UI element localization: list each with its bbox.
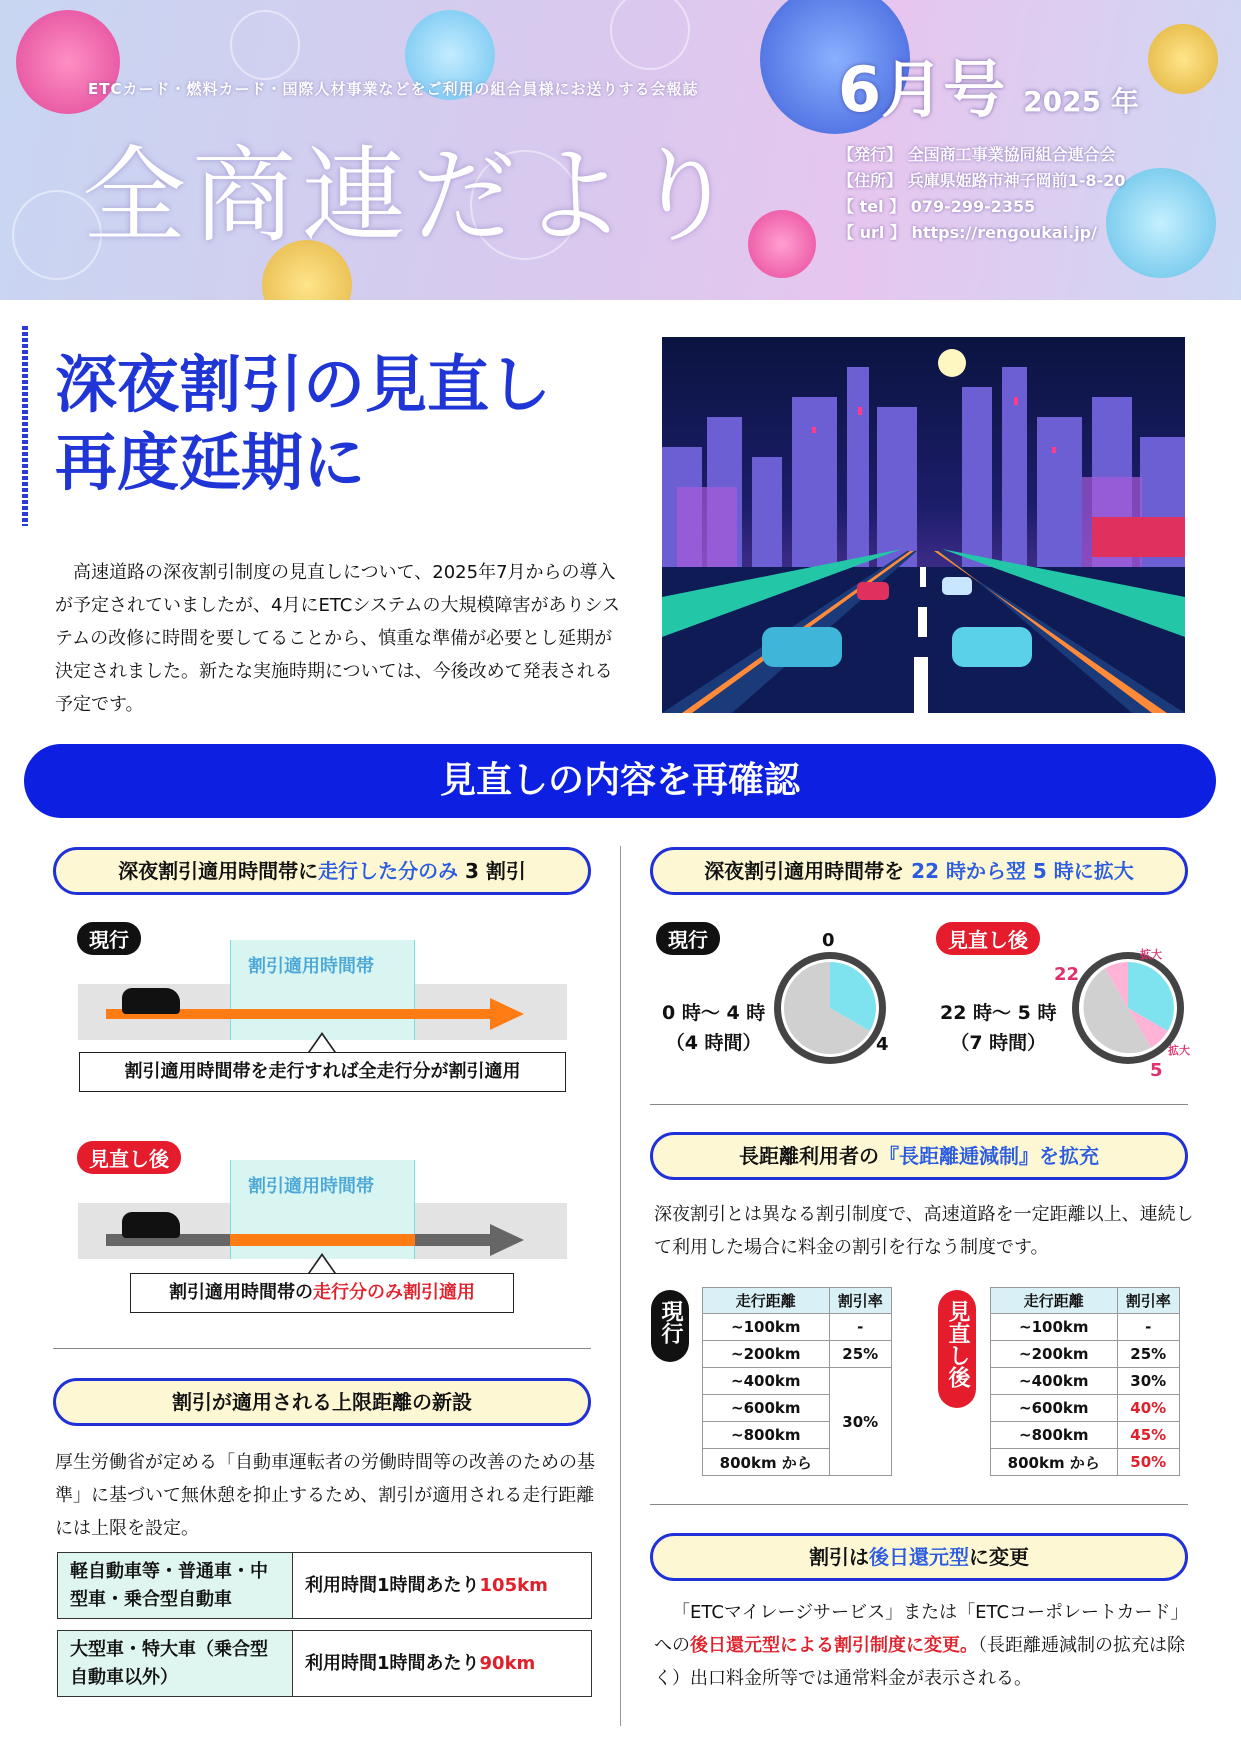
vehicle-class: 大型車・特大車（乗合型自動車以外） (58, 1631, 293, 1697)
distance-cell: ~400km (703, 1368, 830, 1395)
hours-range: 0 時〜 4 時 (662, 1002, 766, 1024)
section-title-discount-scope (53, 847, 591, 895)
after-badge: 見直し後 (936, 922, 1040, 955)
row-spacer (58, 1619, 592, 1631)
pill-highlight: 走行した分のみ (318, 859, 459, 883)
section-banner: 見直しの内容を再確認 (24, 744, 1216, 818)
body-text: 「ETCマイレージサービス」または「ETCコーポレートカード」への (654, 1602, 1189, 1656)
callout-current: 割引適用時間帯を走行すれば全走行分が割引適用 (79, 1052, 566, 1092)
headline-line-2: 再度延期に (55, 426, 366, 499)
after-vertical-badge (938, 1290, 976, 1408)
section-rule (650, 1504, 1188, 1505)
hours-range: 22 時〜 5 時 (940, 1002, 1057, 1024)
long-distance-body: 深夜割引とは異なる割引制度で、高速道路を一定距離以上、連続して利用した場合に料金の割引を行なう制度です。 (654, 1204, 1194, 1258)
pill-highlight: 『長距離逓減制』 (879, 1144, 1039, 1168)
pill-highlight: 後日還元型 (869, 1545, 969, 1569)
after-badge: 見直し後 (77, 1141, 181, 1174)
callout-after (130, 1273, 514, 1313)
callout-text: 割引適用時間帯の (169, 1282, 313, 1303)
newsletter-logo: 全商連だより (82, 135, 743, 257)
distance-cell: 800km から (703, 1449, 830, 1476)
car-icon (122, 988, 180, 1014)
distance-cell: ~200km (703, 1341, 830, 1368)
table-row (991, 1449, 1180, 1476)
table-row (991, 1314, 1180, 1341)
table-row (703, 1314, 892, 1341)
rate-cell: 25% (829, 1341, 892, 1368)
expand-tag: 拡大 (1140, 948, 1162, 961)
clock-label-top: 0 (822, 930, 835, 951)
column-header: 割引率 (1117, 1288, 1180, 1314)
distance-cell: ~200km (991, 1341, 1118, 1368)
body-text-end: （長距離逓減制の拡充は除く）出口料金所等では通常料金が表示される。 (654, 1635, 1185, 1689)
table-header-row (991, 1288, 1180, 1314)
arrow-head (490, 998, 524, 1030)
issue-month: 6月号 (838, 53, 1006, 126)
clock-label-end: 5 (1150, 1060, 1163, 1081)
distance-cell: ~800km (703, 1422, 830, 1449)
section-rule (650, 1104, 1188, 1105)
pill-highlight: 22 時から翌 5 時に拡大 (904, 859, 1134, 883)
rate-table-current (702, 1287, 892, 1476)
arrow-head (490, 1224, 524, 1256)
column-divider (620, 846, 621, 1726)
distance-cell: ~400km (991, 1368, 1118, 1395)
pill-text-end: に変更 (969, 1545, 1029, 1569)
section-title-time-window (650, 847, 1188, 895)
limit-cell (293, 1631, 592, 1697)
table-row (991, 1395, 1180, 1422)
distance-cell: 800km から (991, 1449, 1118, 1476)
zone-label: 割引適用時間帯 (248, 956, 374, 977)
section-title-distance-limit: 割引が適用される上限距離の新設 (53, 1378, 591, 1426)
article-lead: 高速道路の深夜割引制度の見直しについて、2025年7月からの導入が予定されていましたが、4月にETCシステムの大規模障害がありシステムの改修に時間を要してることから、慎重な準備が必要とし延期が決定されました。新たな実施時期については、今後改めて発表される予定です。 (55, 562, 620, 715)
badge-text: 現行 (658, 1300, 683, 1344)
car-icon (122, 1212, 180, 1238)
column-header: 走行距離 (703, 1288, 830, 1314)
expand-tag: 拡大 (1168, 1044, 1190, 1057)
badge-text: 見直し後 (945, 1300, 970, 1388)
hours-duration: （7 時間） (950, 1032, 1047, 1054)
masthead-subtitle: ETCカード・燃料カード・国際人材事業などをご利用の組合員様にお送りする会報誌 (88, 80, 699, 98)
pill-text-end: を拡充 (1039, 1144, 1099, 1168)
current-badge: 現行 (656, 922, 720, 955)
column-header: 割引率 (829, 1288, 892, 1314)
rate-cell: - (829, 1314, 892, 1341)
pill-text: 深夜割引適用時間帯に (118, 859, 319, 883)
publisher-url: 【 url 】 https://rengoukai.jp/ (838, 223, 1097, 242)
rate-cell: 45% (1117, 1422, 1180, 1449)
rate-table-after (990, 1287, 1180, 1476)
zone-label: 割引適用時間帯 (248, 1176, 374, 1197)
limit-cell (293, 1553, 592, 1619)
issue-date (838, 40, 1139, 129)
table-row (991, 1422, 1180, 1449)
rate-cell: 40% (1117, 1395, 1180, 1422)
clock-current-icon (770, 948, 890, 1068)
rate-cell: - (1117, 1314, 1180, 1341)
table-row (703, 1341, 892, 1368)
table-row (58, 1631, 592, 1697)
clock-label-end: 4 (876, 1034, 889, 1055)
callout-highlight: 走行分のみ割引適用 (313, 1282, 475, 1303)
table-row (703, 1368, 892, 1395)
pill-text: 割引は (809, 1545, 869, 1569)
distance-limit-table (57, 1552, 592, 1697)
refund-type-body (654, 1596, 1194, 1695)
clock-label-start: 22 (1054, 964, 1080, 985)
rate-cell: 30% (1117, 1368, 1180, 1395)
article-headline (55, 346, 551, 502)
distance-cell: ~800km (991, 1422, 1118, 1449)
publisher-info (838, 142, 1125, 246)
table-row (991, 1368, 1180, 1395)
distance-limit-body: 厚生労働省が定める「自動車運転者の労働時間等の改善のための基準」に基づいて無休憩を抑止するため、割引が適用される走行距離には上限を設定。 (55, 1452, 595, 1539)
current-badge: 現行 (77, 922, 141, 955)
publisher-address: 【住所】 兵庫県姫路市神子岡前1-8-20 (838, 171, 1126, 190)
table-row (58, 1553, 592, 1619)
limit-text: 利用時間1時間あたり (305, 1652, 480, 1674)
headline-accent-bar (22, 326, 28, 526)
headline-line-1: 深夜割引の見直し (55, 348, 552, 421)
current-vertical-badge (651, 1290, 689, 1362)
limit-text: 利用時間1時間あたり (305, 1574, 480, 1596)
vehicle-class: 軽自動車等・普通車・中型車・乗合型自動車 (58, 1553, 293, 1619)
distance-cell: ~100km (991, 1314, 1118, 1341)
table-header-row (703, 1288, 892, 1314)
table-row (991, 1341, 1180, 1368)
distance-cell: ~100km (703, 1314, 830, 1341)
after-hours (940, 998, 1057, 1058)
drive-arrow-discounted (230, 1234, 415, 1246)
pill-text: 深夜割引適用時間帯を (704, 859, 905, 883)
rate-cell: 25% (1117, 1341, 1180, 1368)
issue-year: 2025 年 (1023, 85, 1139, 118)
section-title-long-distance (650, 1132, 1188, 1180)
masthead (0, 0, 1241, 300)
night-highway-illustration (662, 337, 1185, 713)
distance-cell: ~600km (703, 1395, 830, 1422)
section-title-refund-type (650, 1533, 1188, 1581)
hours-duration: （4 時間） (665, 1032, 762, 1054)
pill-text: 長距離利用者の (739, 1144, 879, 1168)
limit-value: 105km (479, 1574, 548, 1596)
rate-cell: 50% (1117, 1449, 1180, 1476)
body-highlight: 後日還元型による割引制度に変更。 (690, 1635, 978, 1656)
rate-cell: 30% (829, 1368, 892, 1476)
pill-text-end: 3 割引 (458, 859, 526, 883)
callout-pointer (308, 1032, 336, 1052)
publisher-tel: 【 tel 】 079-299-2355 (838, 197, 1036, 216)
current-hours (662, 998, 765, 1058)
distance-cell: ~600km (991, 1395, 1118, 1422)
umbrella-icon (1148, 24, 1218, 94)
column-header: 走行距離 (991, 1288, 1118, 1314)
callout-pointer (308, 1253, 336, 1273)
section-rule (53, 1348, 591, 1349)
publisher-line: 【発行】 全国商工事業協同組合連合会 (838, 145, 1116, 164)
umbrella-icon (748, 210, 816, 278)
limit-value: 90km (479, 1652, 536, 1674)
